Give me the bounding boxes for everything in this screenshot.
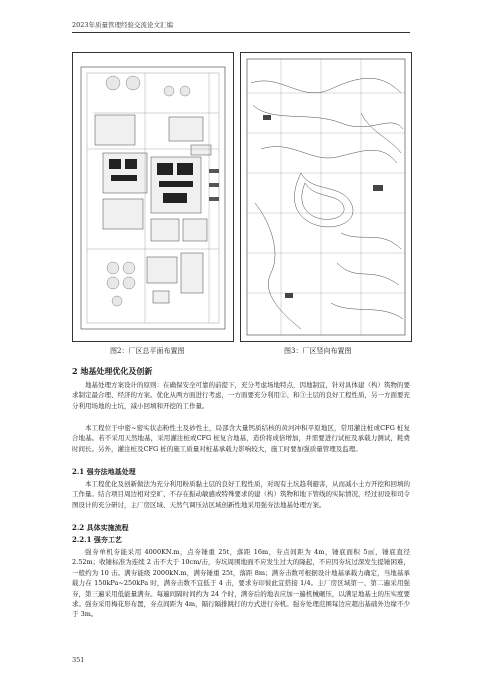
figure-3-caption: 图3：厂区竖向布置图 xyxy=(284,347,352,355)
figure-site-plan xyxy=(72,52,234,342)
section-2-2-1-paragraph: 强夯单机夯能采用 4000KN.m，点夯锤重 25t，落距 16m，夯点间距为 4m，锤底面积 5㎡，锤底直径 2.52m；收锤标准为连续 2 击不大于 10cm/击，夯坑周围地面不应发生过大的隆起，不应因夯坑过深发生提锤困难，一般约为 10 击。满夯能级 2000kN.m，满夯锤重 25t，落距 8m；满夯击数可根据设计地基承载力确定，当地基承载力在 150kPa~250kPa 时，满夯击数不宜低于 4 击，要求夯印彼此宜搭接 1/4。主厂房区域第一、第二遍采用强夯，第三遍采用低能量满夯。每遍间隔时间约为 24 个时，满夯后的地表应加一遍机械碾压，以满足地基土的压实度要求。强夯采用梅花形布置，夯点间距为 4m，隔行隔排跳打的方式进行夯机。强夯处理范围每边应超出基础外边缘不少于 3m。 xyxy=(72,548,410,619)
section-2-1-paragraph: 本工程优化及创新做法为充分利用粉质黏土层的良好工程性质，对现有土坑趋利避害，从而减小土方开挖和回填的工作量。结合项目周边相对空旷、不存在振动敏感或特殊要求的建（构）筑物和地下管线的实际情况，经过初设和司令图设计的充分研讨，主厂房区域、天然气调压站区域创新性地采用强夯法地基处理方案。 xyxy=(72,480,410,509)
figure-2-caption: 图2：厂区总平面布置图 xyxy=(110,347,185,355)
header-rule xyxy=(72,32,410,33)
running-header: 2023年质量管理经验交流论文汇编 xyxy=(72,21,174,29)
vertical-layout-drawing xyxy=(241,53,411,341)
section-2-2-1-heading: 2.2.1 强夯工艺 xyxy=(72,535,122,544)
section-2-1-heading: 2.1 强夯法地基处理 xyxy=(72,467,136,476)
site-plan-drawing xyxy=(73,53,233,341)
section-2-paragraph-1: 地基处理方案设计的原则：在确保安全可靠的前提下，充分考虑场地特点，因地制宜，针对具体建（构）筑物的要求制定最合理、经济的方案。优化从两方面进行考虑，一方面要充分利用②、和③土层的良好工程性质，另一方面要充分利用场地的土坑，减小回填和开挖的工作量。 xyxy=(72,381,410,410)
section-2-paragraph-2: 本工程位于中密~密实状态粉性土及砂性土，局部含大量钙质结核的黄河冲积平原地区，常用灌注桩或CFG 桩复合地基。若不采用天然地基，采用灌注桩或CFG 桩复合地基，造价将成倍增加，并需要进行试桩及承载力测试，耗费时间长。另外，灌注桩及CFG 桩的施工质量对桩基承载力影响较大，施工时要加强质量管理及监理。 xyxy=(72,424,410,453)
section-2-2-heading: 2.2 具体实施流程 xyxy=(72,523,129,532)
figure-vertical-layout xyxy=(240,52,412,342)
page-number: 351 xyxy=(72,656,85,664)
section-2-heading: 2 地基处理优化及创新 xyxy=(72,366,153,376)
